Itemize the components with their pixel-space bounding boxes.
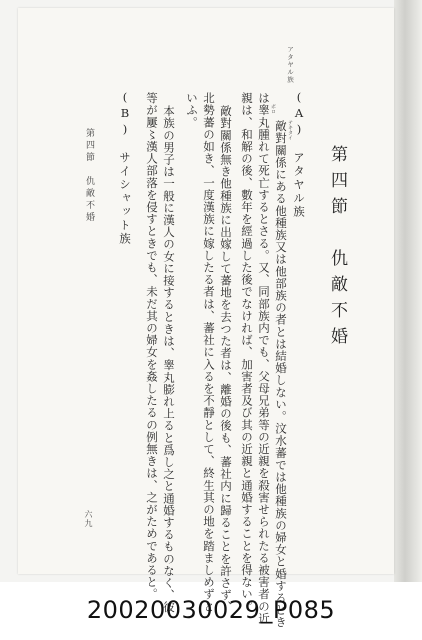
section-title: 第四節 仇敵不婚	[327, 145, 347, 353]
book-spine	[394, 0, 422, 582]
body-line-3: 親は、和解の後、數年を經過した後でなければ、加害者及び其の近親と通婚することを得ない。	[240, 92, 254, 613]
body-line-5: 北勢蕃の如き、一度漢族に嫁したる者は、蕃社に入るを不靜として、終生其の地を踏ましめずと	[202, 92, 216, 613]
body-line-6: いふ。	[185, 92, 199, 129]
image-caption: 20020030029_P085	[86, 596, 336, 624]
heading-b: (B) サイシャット族	[118, 90, 132, 246]
body-line-2: は睾丸腫れて死亡するとさる。又、同部族内でも、父母兄弟等の近親を殺害せられたる被害者の近	[257, 92, 271, 625]
page-number: 六九	[84, 510, 93, 528]
heading-a: (A) アタヤル族	[292, 90, 306, 219]
margin-annotation-ataiyal: アタヤル族	[286, 46, 294, 84]
body-line-7: 本族の男子は一般に漢人の女に接するときは、睾丸膨れ上ると爲し之と通婚するものなく、彼	[162, 105, 176, 614]
ruby-ohoro: ボロ	[270, 104, 276, 114]
body-line-1: 敵對關係にある他種族又は他部族の者とは結婚しない。汶水蕃では他種族の婦女と婚するとき	[274, 120, 288, 629]
running-head: 第四節 仇敵不婚	[84, 128, 94, 224]
ruby-tekitai: テキタイ	[287, 120, 293, 140]
body-line-8: 等が屢〻漢人部落を侵すときでも、未だ其の婦女を姦したるの例無きは、之がためであると。	[145, 92, 159, 601]
body-line-4: 敵對關係無き他種族に出嫁して蕃地を去つた者は、離婚の後も、蕃社内に歸ることを許さず、	[219, 105, 233, 614]
